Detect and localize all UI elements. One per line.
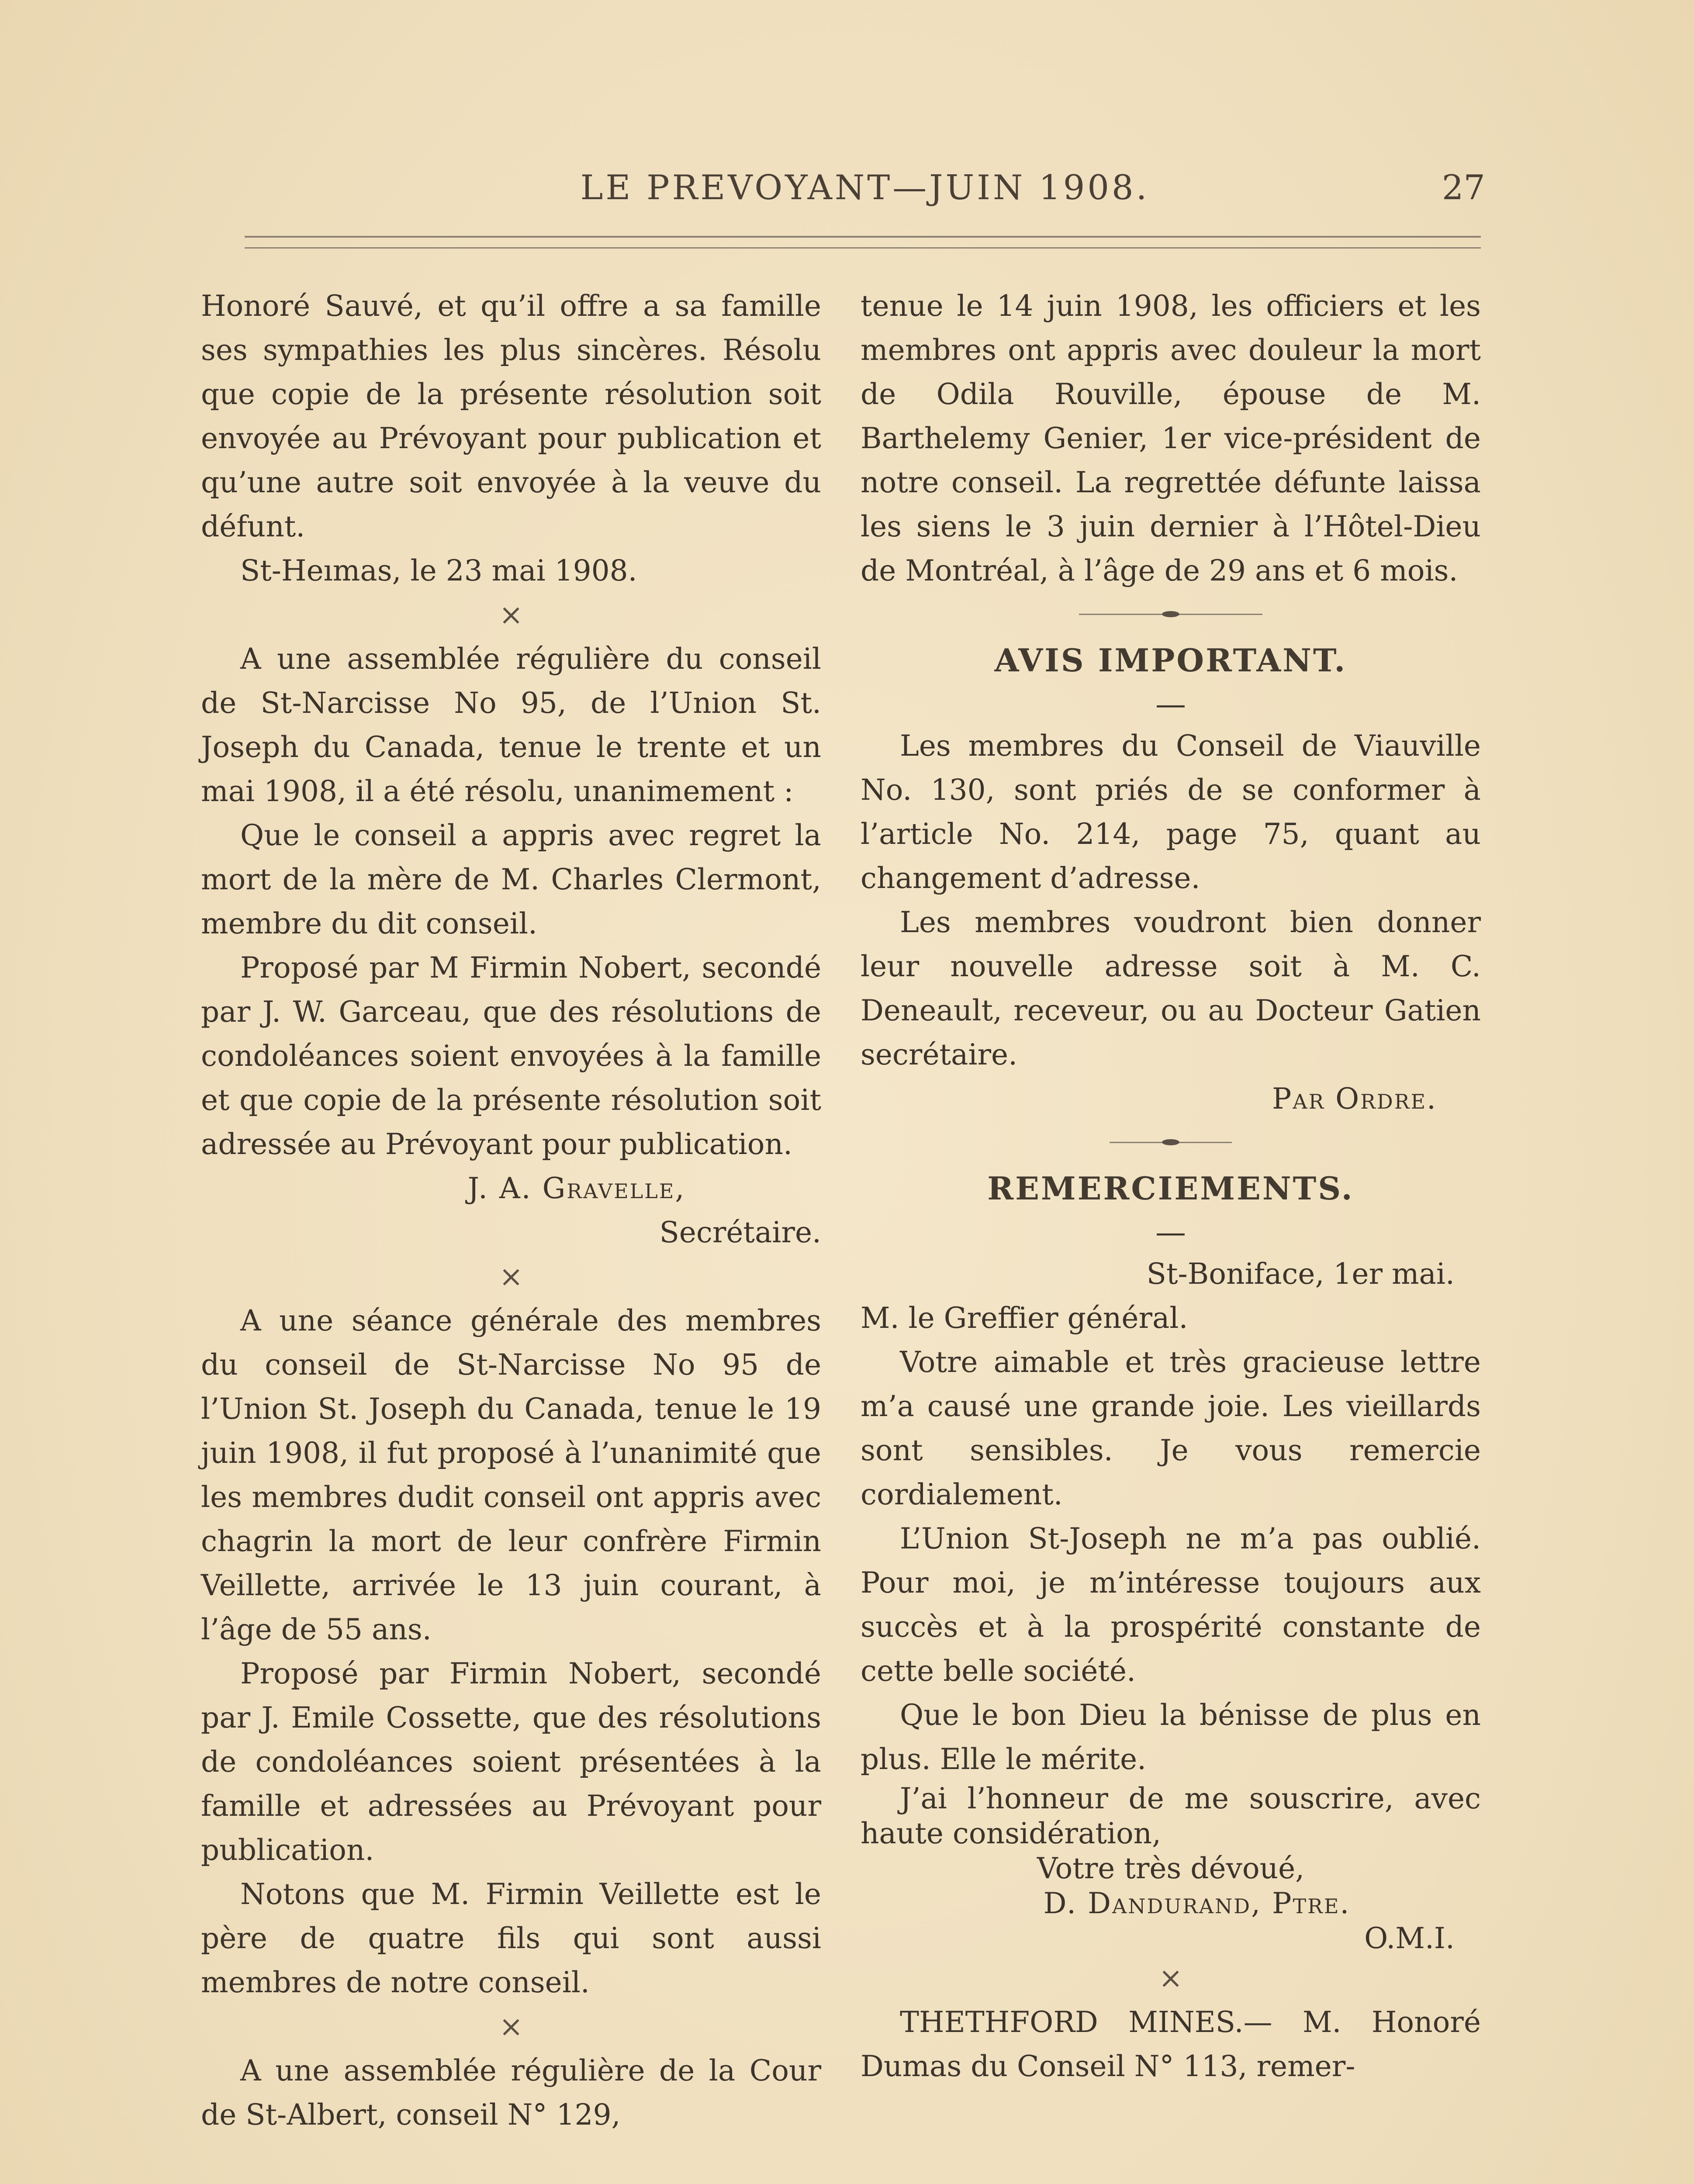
paragraph: L’Union St-Joseph ne m’a pas oublié. Pour moi, je m’intéresse toujours aux succès et à la prospérité constante de cette belle société. xyxy=(861,1522,1481,1688)
letter-salutation: M. le Greffier général. xyxy=(861,1301,1188,1335)
paragraph: THETHFORD MINES.— M. Honoré Dumas du Conseil N° 113, remer- xyxy=(861,2005,1481,2083)
avis-signature: Par Ordre. xyxy=(1272,1082,1437,1116)
paragraph: A une séance générale des membres du conseil de St-Narcisse No 95 de l’Union St. Joseph du Canada, tenue le 19 juin 1908, il fut proposé à l’unanimité que les membres dudit conseil ont appris avec chagrin la mort de leur confrère Firmin Veillette, arrivée le 13 juin courant, à l’âge de 55 ans. xyxy=(201,1304,821,1646)
paragraph: Que le bon Dieu la bénisse de plus en plus. Elle le mérite. xyxy=(861,1698,1481,1776)
paragraph: Les membres du Conseil de Viauville No. 130, sont priés de se conformer à l’article No. 214, page 75, quant au changement d’adresse. xyxy=(861,729,1481,895)
section-heading-avis: AVIS IMPORTANT. xyxy=(994,642,1347,679)
paragraph: A une assemblée régulière de la Cour de St-Albert, conseil N° 129, xyxy=(201,2054,821,2132)
letter-signature: D. Dandurand, Ptre. xyxy=(1043,1887,1351,1920)
paragraph: Votre aimable et très gracieuse lettre m’a causé une grande joie. Les vieillards sont sensibles. Je vous remercie cordialement. xyxy=(861,1345,1481,1511)
section-separator: × xyxy=(499,2010,523,2043)
paragraph: Proposé par M Firmin Nobert, secondé par J. W. Garceau, que des résolutions de condoléances soient envoyées à la famille et que copie de la présente résolution soit adressée au Prévoyant pour publication. xyxy=(201,951,821,1161)
heading-dash: — xyxy=(1155,1214,1186,1250)
ornament-dot xyxy=(1162,1139,1179,1145)
ornament-dot xyxy=(1162,611,1179,617)
paragraph: J’ai l’honneur de me souscrire, avec haute considération, xyxy=(861,1782,1481,1850)
page-number: 27 xyxy=(1442,168,1485,207)
paragraph: tenue le 14 juin 1908, les officiers et les membres ont appris avec douleur la mort de Odila Rouville, épouse de M. Barthelemy Genier, 1er vice-président de notre conseil. La regrettée défunte laissa les siens le 3 juin dernier à l’Hôtel-Dieu de Montréal, à l’âge de 29 ans et 6 mois. xyxy=(861,289,1481,587)
header-rule-top xyxy=(245,236,1481,238)
paragraph: Honoré Sauvé, et qu’il offre a sa famille ses sympathies les plus sincères. Résolu que copie de la présente résolution soit envoyée au Prévoyant pour publication et qu’une autre soit envoyée à la veuve du défunt. xyxy=(201,289,821,543)
right-column xyxy=(861,284,1481,2088)
section-separator: × xyxy=(1158,1961,1183,1995)
running-title: LE PREVOYANT—JUIN 1908. xyxy=(580,168,1150,207)
paragraph: Proposé par Firmin Nobert, secondé par J. Emile Cossette, que des résolutions de condoléances soient présentées à la famille et adressées au Prévoyant pour publication. xyxy=(201,1657,821,1867)
paragraph: A une assemblée régulière du conseil de St-Narcisse No 95, de l’Union St. Joseph du Canada, tenue le trente et un mai 1908, il a été résolu, unanimement : xyxy=(201,642,821,808)
signature-name: J. A. Gravelle, xyxy=(467,1171,686,1205)
left-column xyxy=(201,284,821,2137)
section-separator: × xyxy=(499,598,523,632)
letter-signature-suffix: O.M.I. xyxy=(1364,1921,1455,1955)
signature-title: Secrétaire. xyxy=(659,1216,821,1249)
heading-dash: — xyxy=(1155,686,1186,722)
page-header xyxy=(245,168,1485,221)
paragraph: Que le conseil a appris avec regret la mort de la mère de M. Charles Clermont, membre du dit conseil. xyxy=(201,819,821,940)
ornament-divider xyxy=(861,1121,1481,1165)
dateline: St-Heımas, le 23 mai 1908. xyxy=(240,554,637,587)
paragraph: Notons que M. Firmin Veillette est le père de quatre fils qui sont aussi membres de notre conseil. xyxy=(201,1877,821,1999)
letter-place-date: St-Boniface, 1er mai. xyxy=(1146,1257,1455,1291)
section-heading-remerciements: REMERCIEMENTS. xyxy=(987,1170,1354,1207)
header-rule-bottom xyxy=(245,247,1481,249)
letter-closing: Votre très dévoué, xyxy=(1037,1852,1305,1885)
ornament-divider xyxy=(861,593,1481,636)
section-separator: × xyxy=(499,1260,523,1293)
paragraph: Les membres voudront bien donner leur nouvelle adresse soit à M. C. Deneault, receveur, ou au Docteur Gatien secrétaire. xyxy=(861,905,1481,1071)
